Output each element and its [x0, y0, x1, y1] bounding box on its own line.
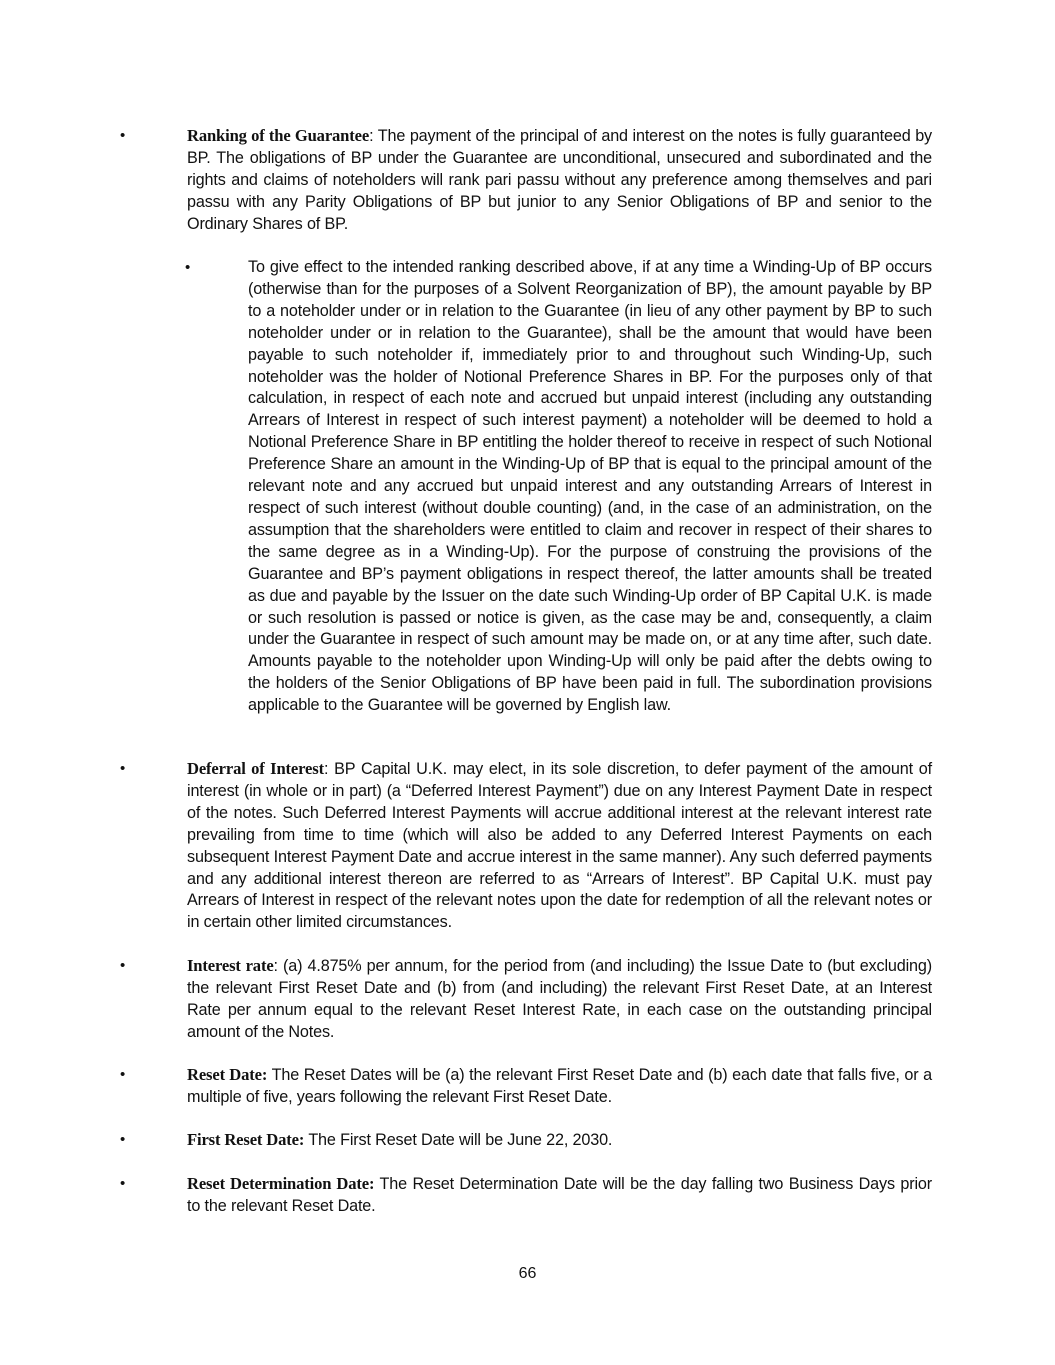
item-term: Deferral of Interest: [187, 759, 324, 778]
item-deferral-of-interest: [120, 758, 932, 934]
item-term: Reset Date:: [187, 1065, 268, 1084]
item-term: First Reset Date:: [187, 1130, 305, 1149]
bullet: •: [120, 760, 126, 777]
item-term: Reset Determination Date:: [187, 1174, 375, 1193]
item-text: The First Reset Date will be June 22, 2030.: [308, 1131, 613, 1149]
page-number: 66: [518, 1265, 537, 1282]
sub-item-winding-up: [183, 257, 932, 717]
item-interest-rate: [120, 955, 932, 1044]
bullet: •: [120, 127, 126, 144]
item-text: The Reset Dates will be (a) the relevant First Reset Date and (b) each date that falls five, or a multiple of five, years following the relevant First Reset Date.: [187, 1066, 932, 1106]
bullet: •: [120, 1175, 126, 1192]
item-reset-date: [120, 1064, 932, 1109]
item-paragraph: Deferral of Interest: BP Capital U.K. may elect, in its sole discretion, to defer payment of the amount of interest (in whole or in part) (a “Deferred Interest Payment”) due on any Interest Payment Date in respect of the notes. Such Deferred Interest Payments will accrue additional interest at the relevant interest rate prevailing from time to time (which will also be added to any Deferred Interest Payments on each subsequent Interest Payment Date and accrue interest in the same manner). Any such deferred payments and any additional interest thereon are referred to as “Arrears of Interest”. BP Capital U.K. must pay Arrears of Interest in respect of the relevant notes upon the date for redemption of all the relevant notes or in certain other limited circumstances.: [187, 759, 932, 932]
bullet: •: [185, 259, 191, 276]
item-text: The Reset Determination Date will be the day falling two Business Days prior to the relevant Reset Date.: [187, 1175, 933, 1215]
item-term: Interest rate: [187, 956, 274, 975]
item-first-reset-date: [120, 1129, 932, 1152]
item-paragraph: Interest rate: (a) 4.875% per annum, for the period from (and including) the Issue Date to (but excluding) the relevant First Reset Date and (b) from (and including) the relevant First Reset Date, at an Interest Rate per annum equal to the relevant Reset Interest Rate, in each case on the outstanding principal amount of the Notes.: [187, 956, 932, 1041]
item-text: The payment of the principal of and interest on the notes is fully guaranteed by BP. The obligations of BP under the Guarantee are unconditional, unsecured and subordinated and the rights and claims of noteholders will rank pari passu without any preference among themselves and pari passu with any Parity Obligations of BP but junior to any Senior Obligations of BP and senior to the Ordinary Shares of BP.: [187, 127, 932, 233]
bullet: •: [120, 1131, 126, 1148]
item-ranking-of-guarantee: [120, 125, 932, 236]
bullet: •: [120, 957, 126, 974]
item-paragraph: [187, 1129, 932, 1152]
sub-item-paragraph: To give effect to the intended ranking described above, if at any time a Winding-Up of BP occurs (otherwise than for the purposes of a Solvent Reorganization of BP), the amount payable by BP to a noteholder under or in relation to the Guarantee (in lieu of any other payment by BP to such noteholder under or in relation to the Guarantee), shall be the amount that would have been payable to such noteholder if, immediately prior to and throughout such Winding-Up, such noteholder was the holder of Notional Preference Shares in BP. For the purposes only of that calculation, in respect of each note and accrued but unpaid interest (including any outstanding Arrears of Interest in respect of such interest payment) a noteholder will be deemed to hold a Notional Preference Share in BP entitling the holder thereof to receive in respect of such Notional Preference Share an amount in the Winding-Up of BP that is equal to the principal amount of the relevant note and any accrued but unpaid interest and any outstanding Arrears of Interest in respect of such interest (without double counting) (and, in the case of an administration, on the assumption that the shareholders were entitled to claim and recover in respect of their shares to the same degree as in a Winding-Up). For the purpose of construing the provisions of the Guarantee and BP’s payment obligations in respect thereof, the latter amounts shall be treated as due and payable by the Issuer on the date such Winding-Up order of BP Capital U.K. is made or such resolution is passed or notice is given, as the case may be and, consequently, a claim under the Guarantee in respect of such amount may be made on, or at any time after, such date. Amounts payable to the noteholder upon Winding-Up will only be paid after the debts owing to the holders of the Senior Obligations of BP have been paid in full. The subordination provisions applicable to the Guarantee will be governed by English law.: [248, 258, 932, 715]
item-reset-determination-date: [120, 1173, 932, 1218]
item-text: (a) 4.875% per annum, for the period from (and including) the Issue Date to (but excluding) the relevant First Reset Date and (b) from (and including) the relevant First Reset Date, at an Interest Rate per annum equal to the relevant Reset Interest Rate, in each case on the outstanding principal amount of the Notes.: [187, 957, 932, 1041]
bullet: •: [120, 1066, 126, 1083]
item-paragraph: [187, 1173, 932, 1218]
item-paragraph: Ranking of the Guarantee: The payment of the principal of and interest on the notes is fully guaranteed by BP. The obligations of BP under the Guarantee are unconditional, unsecured and subordinated and the rights and claims of noteholders will rank pari passu without any preference among themselves and pari passu with any Parity Obligations of BP but junior to any Senior Obligations of BP and senior to the Ordinary Shares of BP.: [187, 126, 932, 233]
item-paragraph: [187, 1064, 932, 1109]
item-term: Ranking of the Guarantee: [187, 126, 370, 145]
item-text: BP Capital U.K. may elect, in its sole discretion, to defer payment of the amount of interest (in whole or in part) (a “Deferred Interest Payment”) due on any Interest Payment Date in respect of the notes. Such Deferred Interest Payments will accrue additional interest at the relevant interest rate prevailing from time to time (which will also be added to any Deferred Interest Payments on each subsequent Interest Payment Date and accrue interest in the same manner). Any such deferred payments and any additional interest thereon are referred to as “Arrears of Interest”. BP Capital U.K. must pay Arrears of Interest in respect of the relevant notes upon the date for redemption of all the relevant notes or in certain other limited circumstances.: [187, 760, 932, 932]
